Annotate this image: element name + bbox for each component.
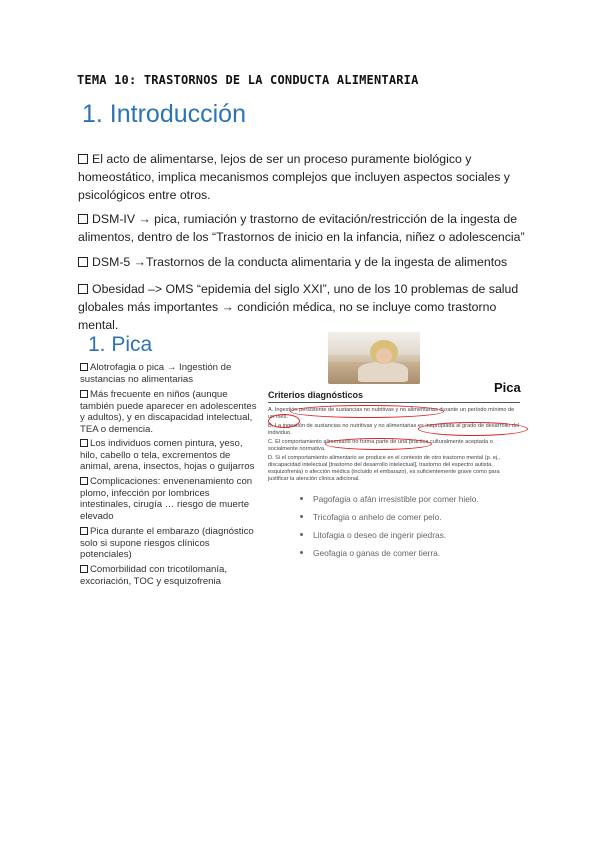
pica-item-5: Pica durante el embarazo (diagnóstico solo si supone riesgos clínicos potenciales) xyxy=(80,526,254,560)
section-heading-pica: 1. Pica xyxy=(88,333,153,356)
checkbox-icon xyxy=(80,439,88,447)
pica-item-3: Los individuos comen pintura, yeso, hilo, cabello o tela, excrementos de animal, arena, insectos, hojas o guijarros xyxy=(80,438,255,472)
checkbox-icon xyxy=(80,527,88,535)
pica-item-6: Comorbilidad con tricotilomanía, excoriación, TOC y esquizofrenia xyxy=(80,564,228,587)
subtypes-list xyxy=(300,490,530,562)
criteria-item-a: A. Ingestión persistente de sustancias no nutritivas y no alimentarias durante un período mínimo de un mes. xyxy=(268,407,515,420)
list-item: Pagofagia o afán irresistible por comer hielo. xyxy=(300,490,530,508)
list-item: Litofagia o deseo de ingerir piedras. xyxy=(300,526,530,544)
pica-item-2: Más frecuente en niños (aunque también puede aparecer en adolescentes y adultos), y en discapacidad intelectual, TEA o demencia. xyxy=(80,389,257,435)
bullet-icon xyxy=(300,533,303,536)
checkbox-icon xyxy=(78,284,88,294)
figure-label: Pica xyxy=(494,380,521,395)
intro-paragraph-1: El acto de alimentarse, lejos de ser un proceso puramente biológico y homeostático, implica mecanismos complejos que incluyen aspectos sociales y psicológicos entre otros. xyxy=(78,152,510,202)
bullet-icon xyxy=(300,515,303,518)
highlight-ellipse xyxy=(268,414,300,428)
checkbox-icon xyxy=(78,257,88,267)
criteria-divider xyxy=(268,402,520,403)
list-item: Tricofagia o anhelo de comer pelo. xyxy=(300,508,530,526)
bullet-icon xyxy=(300,551,303,554)
checkbox-icon xyxy=(80,477,88,485)
highlight-ellipse xyxy=(418,422,528,436)
checkbox-icon xyxy=(78,154,88,164)
criteria-item-b: B. La ingestión de sustancias no nutritivas y no alimentarias es inapropiada al grado de desarrollo del individuo. xyxy=(268,423,520,436)
child-photo xyxy=(328,332,420,384)
section-heading-intro: 1. Introducción xyxy=(82,100,246,128)
criteria-title: Criterios diagnósticos xyxy=(268,390,364,400)
highlight-ellipse xyxy=(325,438,432,450)
checkbox-icon xyxy=(80,390,88,398)
list-item: Geofagia o ganas de comer tierra. xyxy=(300,544,530,562)
topic-header: TEMA 10: TRASTORNOS DE LA CONDUCTA ALIMENTARIA xyxy=(77,73,419,87)
bullet-icon xyxy=(300,497,303,500)
checkbox-icon xyxy=(78,214,88,224)
criteria-item-d: D. Si el comportamiento alimentario se produce en el contexto de otro trastorno mental (p. ej., discapacidad intelectual [trastorno del desarrollo intelectual], trastorno del espectro autista, esquizofrenia) o afección médica (incluido el embarazo), es suficientemente grave como para justificar la atención clínica adicional. xyxy=(268,455,501,482)
criteria-item-c: C. El comportamiento alimentario no forma parte de una práctica culturalmente aceptada o socialmente normativa. xyxy=(268,439,493,452)
intro-paragraph-2: DSM-IV → pica, rumiación y trastorno de evitación/restricción de la ingesta de alimentos, dentro de los “Trastornos de inicio en la infancia, niñez o adolescencia” xyxy=(78,212,525,244)
checkbox-icon xyxy=(80,565,88,573)
checkbox-icon xyxy=(80,363,88,371)
pica-item-4: Complicaciones: envenenamiento con plomo, infección por lombrices intestinales, cirugía … riesgo de muerte elevado xyxy=(80,476,253,522)
intro-paragraph-4: Obesidad –> OMS “epidemia del siglo XXI”, uno de los 10 problemas de salud globales más importantes → condición médica, no se incluye como trastorno mental. xyxy=(78,282,519,332)
highlight-ellipse xyxy=(290,405,444,418)
intro-paragraph-3: DSM-5 →Trastornos de la conducta alimentaria y de la ingesta de alimentos xyxy=(78,253,533,271)
pica-item-1: Alotrofagia o pica → Ingestión de sustancias no alimentarias xyxy=(80,362,232,385)
